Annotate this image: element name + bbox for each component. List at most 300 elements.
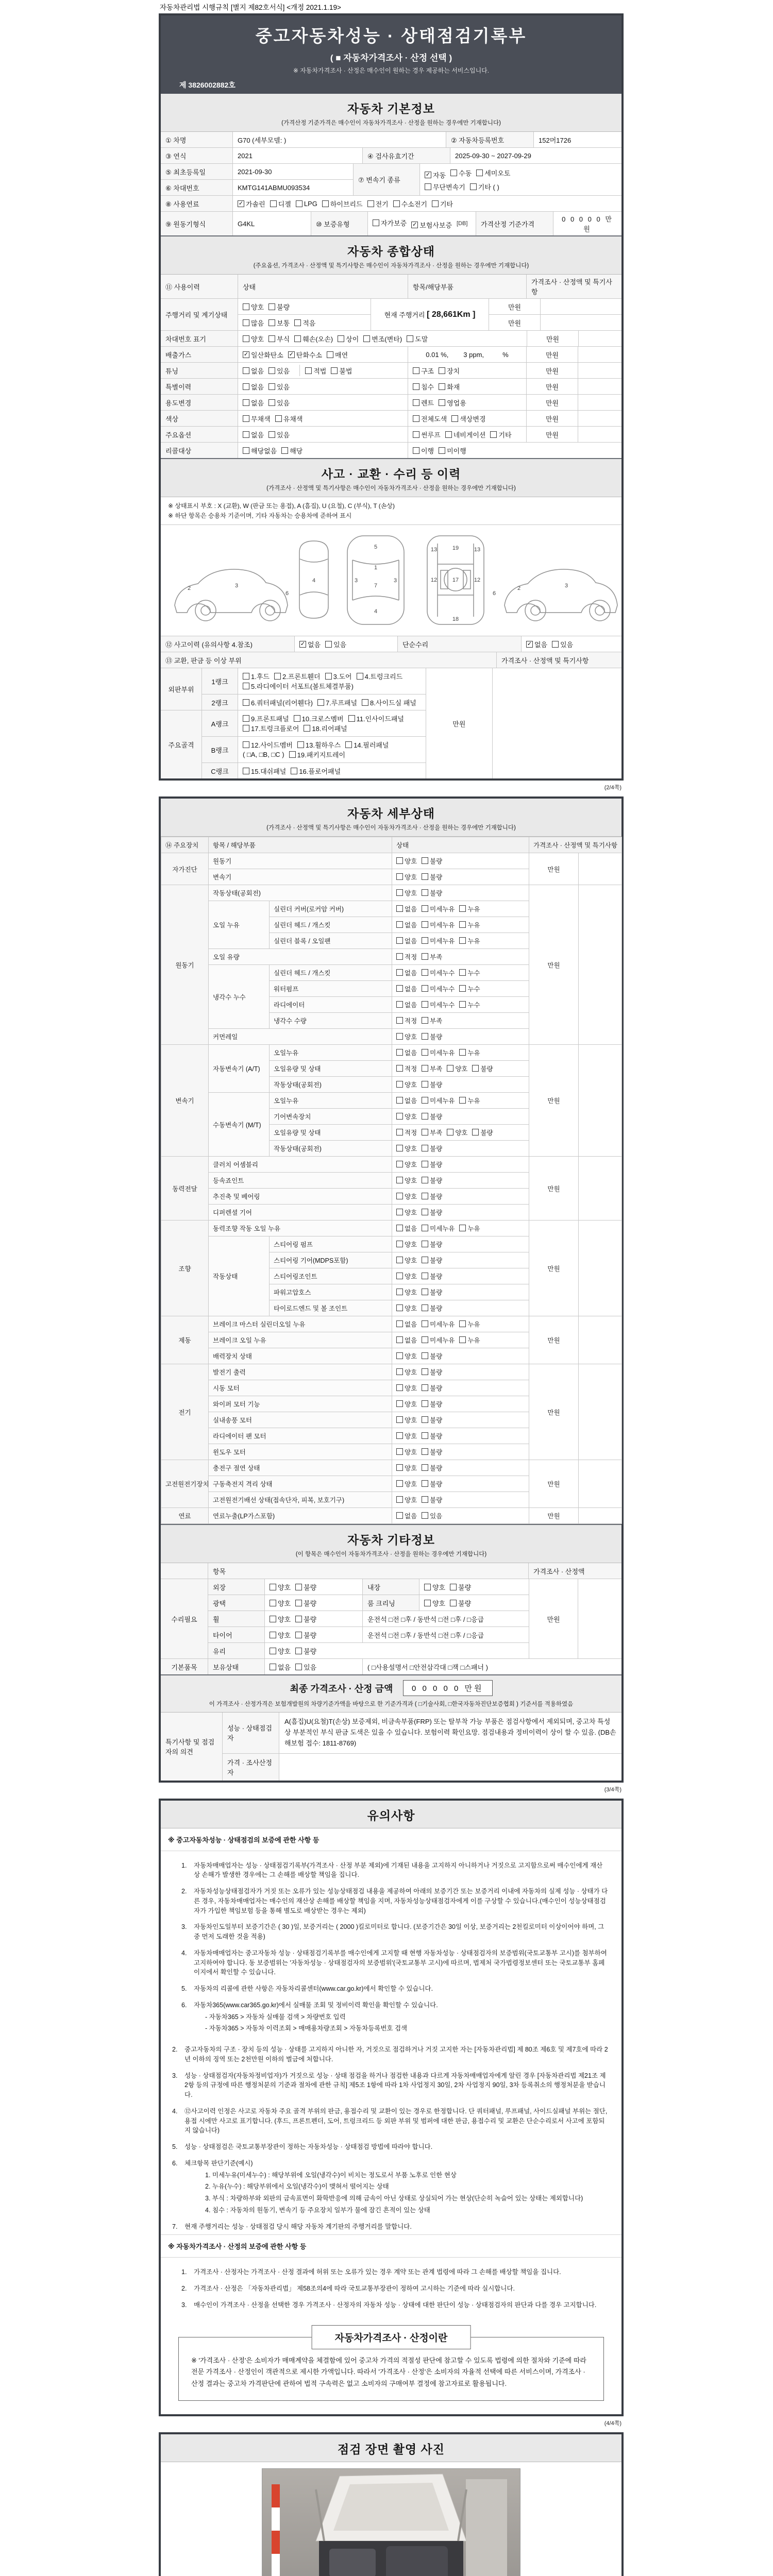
checkbox-box[interactable]: [268, 367, 275, 374]
checkbox-불량[interactable]: [295, 1614, 316, 1624]
checkbox-box[interactable]: [424, 1600, 431, 1606]
checkbox-없음[interactable]: [396, 1048, 417, 1057]
checkbox-box[interactable]: [270, 1632, 276, 1638]
checkbox-17.트렁크플로어[interactable]: [243, 723, 299, 733]
checkbox-양호[interactable]: [447, 1064, 467, 1073]
checkbox-가솔린[interactable]: [238, 199, 265, 209]
checkbox-box[interactable]: [243, 383, 249, 390]
checkbox-보통[interactable]: [268, 318, 290, 328]
checkbox-구조[interactable]: [413, 366, 434, 376]
checkbox-불량[interactable]: [422, 1160, 442, 1169]
checkbox-10.크로스멤버[interactable]: [294, 714, 344, 723]
checkbox-없음[interactable]: [396, 1096, 417, 1105]
checkbox-부족[interactable]: [422, 1016, 442, 1025]
checkbox-box[interactable]: [413, 415, 419, 422]
checkbox-누유[interactable]: [459, 1048, 480, 1057]
checkbox-box[interactable]: [450, 1584, 457, 1590]
checkbox-box[interactable]: [270, 1584, 276, 1590]
checkbox-box[interactable]: [552, 641, 559, 648]
checkbox-자가보증[interactable]: [373, 218, 407, 228]
checkbox-box[interactable]: [476, 170, 483, 176]
checkbox-있음[interactable]: [268, 382, 290, 392]
checkbox-양호[interactable]: [396, 888, 417, 897]
checkbox-box[interactable]: [459, 1049, 466, 1056]
checkbox-양호[interactable]: [396, 1447, 417, 1456]
checkbox-box[interactable]: [270, 1664, 276, 1670]
checkbox-box[interactable]: [422, 1432, 428, 1439]
checkbox-있음[interactable]: [552, 639, 573, 649]
checkbox-box[interactable]: [459, 1320, 466, 1327]
checkbox-미세누유[interactable]: [422, 1048, 455, 1057]
checkbox-부족[interactable]: [422, 1064, 442, 1073]
checkbox-없음[interactable]: [396, 1224, 417, 1233]
checkbox-누유[interactable]: [459, 1319, 480, 1329]
checkbox-양호[interactable]: [396, 1399, 417, 1409]
checkbox-box[interactable]: [396, 1225, 403, 1231]
checkbox-box[interactable]: [413, 367, 419, 374]
checkbox-box[interactable]: [396, 1257, 403, 1263]
checkbox-box[interactable]: [396, 1289, 403, 1295]
checkbox-없음[interactable]: [270, 1662, 291, 1672]
checkbox-box[interactable]: [422, 1145, 428, 1151]
checkbox-불량[interactable]: [422, 872, 442, 882]
checkbox-양호[interactable]: [270, 1630, 291, 1640]
checkbox-양호[interactable]: [243, 334, 264, 344]
checkbox-box[interactable]: [396, 1384, 403, 1391]
checkbox-누유[interactable]: [459, 1335, 480, 1345]
checkbox-box[interactable]: [422, 921, 428, 928]
checkbox-없음[interactable]: [396, 968, 417, 977]
checkbox-불량[interactable]: [422, 1447, 442, 1456]
checkbox-box[interactable]: [270, 200, 277, 207]
checkbox-적정[interactable]: [396, 952, 417, 961]
checkbox-box[interactable]: [422, 1336, 428, 1343]
checkbox-불량[interactable]: [472, 1064, 493, 1073]
checkbox-양호[interactable]: [396, 1192, 417, 1201]
checkbox-이행[interactable]: [413, 446, 434, 455]
checkbox-box[interactable]: [396, 1001, 403, 1008]
checkbox-해당[interactable]: [281, 446, 303, 455]
checkbox-유채색[interactable]: [275, 414, 303, 423]
checkbox-불량[interactable]: [422, 1479, 442, 1488]
checkbox-불량[interactable]: [422, 1112, 442, 1121]
checkbox-box[interactable]: [447, 1129, 453, 1136]
checkbox-box[interactable]: [422, 1448, 428, 1455]
checkbox-box[interactable]: [422, 905, 428, 912]
checkbox-많음[interactable]: [243, 318, 264, 328]
checkbox-부족[interactable]: [422, 1128, 442, 1137]
checkbox-양호[interactable]: [396, 1272, 417, 1281]
checkbox-box[interactable]: [422, 1400, 428, 1407]
checkbox-양호[interactable]: [396, 1415, 417, 1425]
checkbox-불량[interactable]: [422, 1383, 442, 1393]
checkbox-양호[interactable]: [424, 1598, 445, 1608]
checkbox-미세누유[interactable]: [422, 1335, 455, 1345]
checkbox-미이행[interactable]: [439, 446, 466, 455]
checkbox-box[interactable]: [295, 1632, 302, 1638]
checkbox-전기[interactable]: [367, 199, 389, 209]
checkbox-불량[interactable]: [472, 1128, 493, 1137]
checkbox-box[interactable]: [432, 200, 439, 207]
checkbox-box[interactable]: [422, 1496, 428, 1503]
checkbox-box[interactable]: [459, 969, 466, 976]
checkbox-불량[interactable]: [422, 1080, 442, 1089]
checkbox-box[interactable]: [270, 1616, 276, 1622]
checkbox-양호[interactable]: [396, 1383, 417, 1393]
checkbox-box[interactable]: [268, 303, 275, 310]
checkbox-box[interactable]: [407, 335, 413, 342]
checkbox-양호[interactable]: [396, 1112, 417, 1121]
checkbox-box[interactable]: [422, 1304, 428, 1311]
checkbox-불량[interactable]: [422, 1176, 442, 1185]
checkbox-box[interactable]: [295, 1648, 302, 1654]
checkbox-기타[interactable]: [490, 430, 511, 439]
checkbox-box[interactable]: [459, 1001, 466, 1008]
checkbox-box[interactable]: [268, 335, 275, 342]
checkbox-box[interactable]: [367, 200, 374, 207]
checkbox-box[interactable]: [396, 1145, 403, 1151]
checkbox-box[interactable]: [291, 768, 297, 774]
checkbox-box[interactable]: [422, 1161, 428, 1167]
checkbox-불량[interactable]: [422, 1272, 442, 1281]
checkbox-box[interactable]: [422, 1512, 428, 1519]
checkbox-box[interactable]: [396, 889, 403, 896]
checkbox-box[interactable]: [243, 319, 249, 326]
checkbox-양호[interactable]: [396, 1351, 417, 1361]
checkbox-box[interactable]: [396, 921, 403, 928]
checkbox-양호[interactable]: [396, 1463, 417, 1472]
checkbox-box[interactable]: [294, 335, 301, 342]
checkbox-불량[interactable]: [422, 1256, 442, 1265]
checkbox-box[interactable]: [363, 335, 370, 342]
checkbox-box[interactable]: [422, 1209, 428, 1215]
checkbox-양호[interactable]: [396, 856, 417, 866]
checkbox-미세누수[interactable]: [422, 1000, 455, 1009]
checkbox-box[interactable]: [268, 319, 275, 326]
checkbox-없음[interactable]: [243, 430, 264, 439]
checkbox-불량[interactable]: [295, 1630, 316, 1640]
checkbox-화재[interactable]: [439, 382, 460, 392]
checkbox-양호[interactable]: [396, 1032, 417, 1041]
checkbox-box[interactable]: [396, 953, 403, 960]
checkbox-양호[interactable]: [396, 872, 417, 882]
checkbox-불량[interactable]: [422, 1032, 442, 1041]
checkbox-없음[interactable]: [243, 398, 264, 408]
checkbox-box[interactable]: [243, 431, 249, 438]
checkbox-box[interactable]: [243, 415, 249, 422]
checkbox-영업용[interactable]: [439, 398, 466, 408]
checkbox-box[interactable]: [274, 673, 281, 680]
checkbox-box[interactable]: [357, 673, 363, 680]
checkbox-없음[interactable]: [243, 382, 264, 392]
checkbox-없음[interactable]: [396, 1000, 417, 1009]
checkbox-box[interactable]: [459, 1336, 466, 1343]
checkbox-box[interactable]: [439, 383, 445, 390]
checkbox-보험사보증[interactable]: [411, 220, 452, 230]
checkbox-box[interactable]: [396, 1241, 403, 1247]
checkbox-기타[interactable]: [432, 199, 453, 209]
checkbox-적정[interactable]: [396, 1064, 417, 1073]
checkbox-box[interactable]: [396, 1081, 403, 1088]
checkbox-box[interactable]: [413, 431, 419, 438]
checkbox-있음[interactable]: [268, 430, 290, 439]
checkbox-box[interactable]: [243, 399, 249, 406]
checkbox-누유[interactable]: [459, 1224, 480, 1233]
checkbox-box[interactable]: [396, 937, 403, 944]
checkbox-box[interactable]: [396, 1448, 403, 1455]
checkbox-box[interactable]: [243, 699, 249, 706]
checkbox-적음[interactable]: [294, 318, 315, 328]
checkbox-box[interactable]: [396, 1432, 403, 1439]
checkbox-box[interactable]: [422, 1368, 428, 1375]
checkbox-box[interactable]: [422, 1384, 428, 1391]
checkbox-box[interactable]: [425, 183, 431, 190]
checkbox-box[interactable]: [243, 741, 249, 748]
checkbox-box[interactable]: [422, 1480, 428, 1487]
checkbox-양호[interactable]: [396, 1080, 417, 1089]
checkbox-LPG[interactable]: [296, 200, 317, 208]
checkbox-box[interactable]: [270, 1600, 276, 1606]
checkbox-box[interactable]: [450, 1600, 457, 1606]
checkbox-8.사이드실 패널[interactable]: [362, 698, 416, 707]
checkbox-box[interactable]: [295, 1584, 302, 1590]
checkbox-box[interactable]: [470, 183, 477, 190]
checkbox-양호[interactable]: [396, 1495, 417, 1504]
checkbox-도말[interactable]: [407, 334, 428, 344]
checkbox-없음[interactable]: [396, 984, 417, 993]
checkbox-box[interactable]: [459, 1097, 466, 1104]
checkbox-box[interactable]: [422, 1193, 428, 1199]
checkbox-box[interactable]: [396, 1320, 403, 1327]
checkbox-없음[interactable]: [299, 639, 321, 649]
checkbox-box[interactable]: [422, 1001, 428, 1008]
checkbox-box[interactable]: [396, 1161, 403, 1167]
checkbox-box[interactable]: [422, 1177, 428, 1183]
checkbox-box[interactable]: [459, 905, 466, 912]
checkbox-box[interactable]: [296, 200, 303, 207]
checkbox-box[interactable]: [362, 699, 368, 706]
checkbox-box[interactable]: [422, 969, 428, 976]
checkbox-양호[interactable]: [396, 1144, 417, 1153]
checkbox-box[interactable]: [422, 985, 428, 992]
checkbox-적정[interactable]: [396, 1016, 417, 1025]
checkbox-4.트렁크리드[interactable]: [357, 671, 403, 681]
checkbox-양호[interactable]: [396, 1240, 417, 1249]
checkbox-box[interactable]: [450, 170, 457, 176]
checkbox-누수[interactable]: [459, 968, 480, 977]
checkbox-5.라디에이터 서포트(볼트체결부품)[interactable]: [243, 681, 354, 691]
checkbox-9.프론트패널[interactable]: [243, 714, 289, 723]
checkbox-3.도어[interactable]: [325, 671, 352, 681]
checkbox-box[interactable]: [268, 399, 275, 406]
checkbox-양호[interactable]: [270, 1646, 291, 1656]
checkbox-15.대쉬패널[interactable]: [243, 766, 286, 776]
checkbox-box[interactable]: [294, 319, 301, 326]
checkbox-box[interactable]: [268, 383, 275, 390]
checkbox-box[interactable]: [422, 1097, 428, 1104]
checkbox-box[interactable]: [439, 399, 445, 406]
checkbox-box[interactable]: [275, 415, 282, 422]
checkbox-침수[interactable]: [413, 382, 434, 392]
checkbox-box[interactable]: ✓: [412, 221, 417, 228]
checkbox-box[interactable]: [396, 1177, 403, 1183]
checkbox-box[interactable]: [459, 937, 466, 944]
checkbox-box[interactable]: [243, 715, 249, 722]
checkbox-box[interactable]: [472, 1065, 479, 1072]
checkbox-양호[interactable]: [396, 1431, 417, 1440]
checkbox-box[interactable]: [322, 200, 329, 207]
checkbox-훼손(오손)[interactable]: [294, 334, 333, 344]
checkbox-box[interactable]: [459, 1225, 466, 1231]
checkbox-불량[interactable]: [422, 1303, 442, 1313]
checkbox-불량[interactable]: [450, 1598, 471, 1608]
checkbox-불량[interactable]: [422, 1351, 442, 1361]
checkbox-썬루프[interactable]: [413, 430, 441, 439]
checkbox-box[interactable]: [422, 1049, 428, 1056]
checkbox-있음[interactable]: [325, 639, 346, 649]
checkbox-16.플로어패널[interactable]: [291, 766, 341, 776]
checkbox-일산화탄소[interactable]: [243, 350, 283, 360]
checkbox-box[interactable]: [305, 367, 312, 374]
checkbox-없음[interactable]: [396, 920, 417, 929]
checkbox-box[interactable]: [422, 1416, 428, 1423]
checkbox-불량[interactable]: [422, 1367, 442, 1377]
checkbox-11.인사이드패널[interactable]: [348, 714, 404, 723]
checkbox-없음[interactable]: [396, 1511, 417, 1520]
checkbox-누수[interactable]: [459, 1000, 480, 1009]
checkbox-box[interactable]: [396, 1097, 403, 1104]
checkbox-적정[interactable]: [396, 1128, 417, 1137]
checkbox-box[interactable]: [422, 1257, 428, 1263]
checkbox-상이[interactable]: [338, 334, 359, 344]
checkbox-불량[interactable]: [422, 1399, 442, 1409]
checkbox-불량[interactable]: [422, 1287, 442, 1297]
checkbox-매연[interactable]: [327, 350, 348, 360]
checkbox-불량[interactable]: [422, 856, 442, 866]
checkbox-box[interactable]: [325, 641, 332, 648]
checkbox-양호[interactable]: [396, 1287, 417, 1297]
checkbox-box[interactable]: [396, 1129, 403, 1136]
checkbox-box[interactable]: [396, 1480, 403, 1487]
checkbox-불량[interactable]: [422, 1431, 442, 1440]
checkbox-있음[interactable]: [295, 1662, 316, 1672]
checkbox-box[interactable]: [243, 447, 249, 454]
checkbox-box[interactable]: [396, 1017, 403, 1024]
checkbox-box[interactable]: [422, 1225, 428, 1231]
checkbox-하이브리드[interactable]: [322, 199, 363, 209]
checkbox-box[interactable]: ✓: [527, 640, 532, 647]
checkbox-box[interactable]: [396, 1209, 403, 1215]
checkbox-box[interactable]: [447, 1065, 453, 1072]
checkbox-box[interactable]: [243, 768, 249, 774]
checkbox-양호[interactable]: [396, 1367, 417, 1377]
checkbox-box[interactable]: [413, 383, 419, 390]
checkbox-box[interactable]: [396, 857, 403, 864]
checkbox-탄화수소[interactable]: [288, 350, 322, 360]
checkbox-불량[interactable]: [422, 1240, 442, 1249]
checkbox-box[interactable]: [243, 673, 249, 680]
checkbox-box[interactable]: [325, 673, 332, 680]
checkbox-box[interactable]: [289, 751, 296, 758]
checkbox-불량[interactable]: [422, 1192, 442, 1201]
checkbox-box[interactable]: [422, 1241, 428, 1247]
checkbox-box[interactable]: [295, 1600, 302, 1606]
checkbox-1.후드[interactable]: [243, 671, 270, 681]
checkbox-양호[interactable]: [396, 1256, 417, 1265]
checkbox-box[interactable]: [317, 699, 324, 706]
checkbox-box[interactable]: [422, 1320, 428, 1327]
checkbox-양호[interactable]: [396, 1160, 417, 1169]
checkbox-세미오토[interactable]: [476, 168, 510, 178]
checkbox-box[interactable]: [459, 985, 466, 992]
checkbox-box[interactable]: [422, 857, 428, 864]
checkbox-box[interactable]: [396, 969, 403, 976]
checkbox-없음[interactable]: [526, 639, 547, 649]
checkbox-box[interactable]: [422, 1017, 428, 1024]
checkbox-디젤[interactable]: [270, 199, 291, 209]
checkbox-box[interactable]: [396, 1336, 403, 1343]
checkbox-box[interactable]: [243, 335, 249, 342]
checkbox-box[interactable]: ✓: [243, 351, 249, 358]
checkbox-box[interactable]: [396, 1400, 403, 1407]
checkbox-box[interactable]: [422, 953, 428, 960]
checkbox-box[interactable]: [396, 905, 403, 912]
checkbox-없음[interactable]: [243, 366, 264, 376]
checkbox-자동[interactable]: [425, 170, 446, 180]
checkbox-box[interactable]: [268, 431, 275, 438]
checkbox-14.필러패널[interactable]: [345, 740, 389, 750]
checkbox-불량[interactable]: [422, 1208, 442, 1217]
checkbox-box[interactable]: [243, 683, 249, 689]
checkbox-box[interactable]: [338, 335, 344, 342]
checkbox-장치[interactable]: [439, 366, 460, 376]
checkbox-box[interactable]: [396, 1049, 403, 1056]
checkbox-box[interactable]: [424, 1584, 431, 1590]
checkbox-box[interactable]: [393, 200, 400, 207]
checkbox-19.패키지트레이[interactable]: [289, 750, 345, 759]
checkbox-box[interactable]: [396, 1304, 403, 1311]
checkbox-7.루프패널[interactable]: [317, 698, 357, 707]
checkbox-box[interactable]: [327, 351, 333, 358]
checkbox-불량[interactable]: [422, 1495, 442, 1504]
checkbox-무채색[interactable]: [243, 414, 271, 423]
checkbox-box[interactable]: [439, 447, 445, 454]
checkbox-box[interactable]: [243, 303, 249, 310]
checkbox-box[interactable]: [396, 1273, 403, 1279]
checkbox-부식[interactable]: [268, 334, 290, 344]
checkbox-box[interactable]: [396, 1352, 403, 1359]
checkbox-box[interactable]: [422, 1129, 428, 1136]
checkbox-적법[interactable]: [305, 366, 326, 376]
checkbox-box[interactable]: [396, 1033, 403, 1040]
checkbox-box[interactable]: ✓: [300, 640, 306, 647]
checkbox-없음[interactable]: [396, 936, 417, 945]
checkbox-box[interactable]: [422, 1065, 428, 1072]
checkbox-미세누유[interactable]: [422, 1096, 455, 1105]
checkbox-양호[interactable]: [396, 1479, 417, 1488]
checkbox-수동[interactable]: [450, 168, 472, 178]
checkbox-box[interactable]: [295, 1616, 302, 1622]
checkbox-6.쿼터패널(리어휀다)[interactable]: [243, 698, 313, 707]
checkbox-불법[interactable]: [331, 366, 352, 376]
checkbox-미세누유[interactable]: [422, 1224, 455, 1233]
checkbox-box[interactable]: [281, 447, 288, 454]
checkbox-색상변경[interactable]: [451, 414, 485, 423]
checkbox-전체도색[interactable]: [413, 414, 447, 423]
checkbox-box[interactable]: [422, 1273, 428, 1279]
checkbox-미세누유[interactable]: [422, 904, 455, 913]
checkbox-box[interactable]: [270, 1648, 276, 1654]
